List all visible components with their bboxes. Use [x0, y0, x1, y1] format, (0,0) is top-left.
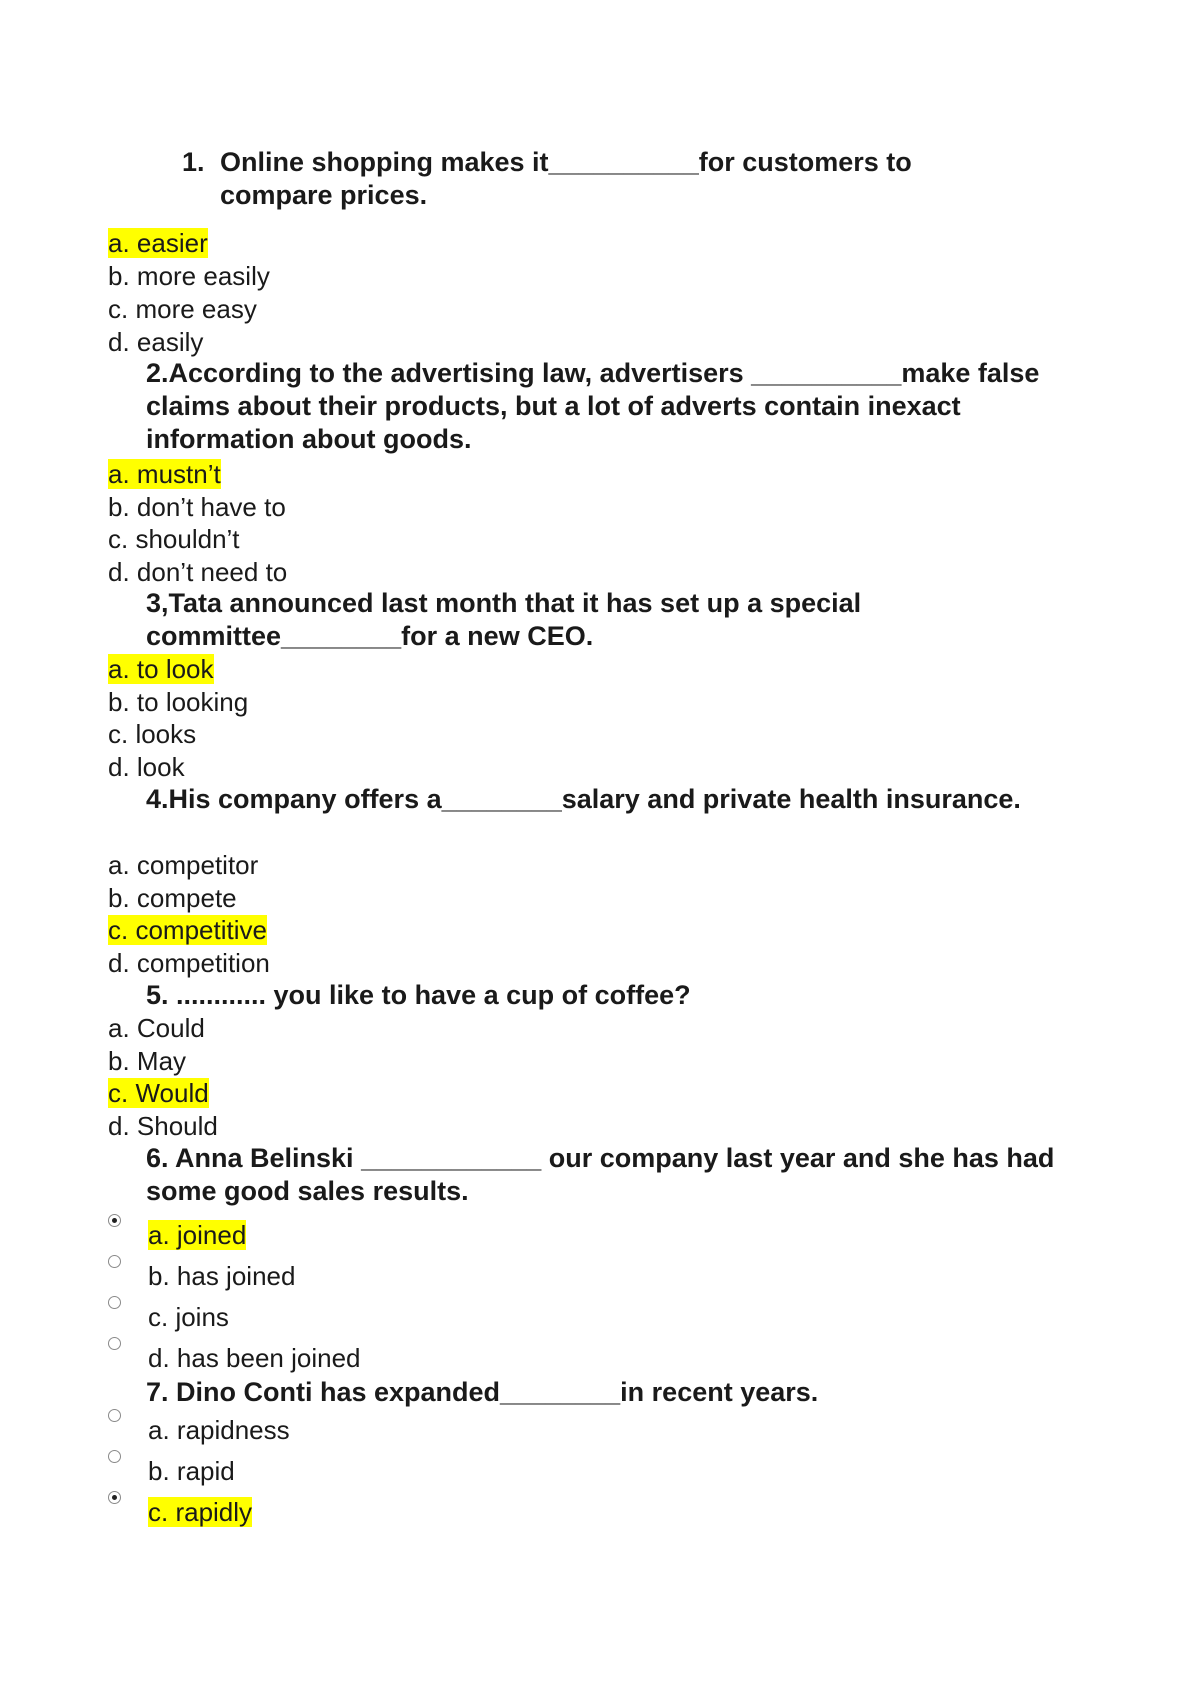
- option-1c: [108, 294, 257, 324]
- question-5-text: 5. ............ you like to have a cup of coffee?: [146, 980, 691, 1010]
- option-label: c. looks: [108, 719, 197, 749]
- option-label: d. competition: [108, 948, 270, 978]
- question-3-text: 3,Tata announced last month that it has set up a special committee________for a new CEO.: [146, 588, 862, 651]
- option-label: a. to look: [108, 654, 214, 684]
- option-5a: [108, 1013, 205, 1043]
- option-label: c. joins: [148, 1302, 229, 1332]
- question-4-text: 4.His company offers a________salary and private health insurance.: [146, 784, 1021, 814]
- option-label: a. easier: [108, 228, 208, 258]
- option-5b: [108, 1046, 186, 1076]
- question-2-text: 2.According to the advertising law, advertisers __________make false claims about their products, but a lot of adverts contain inexact information about goods.: [146, 358, 1040, 454]
- option-4d: [108, 948, 270, 978]
- option-4c: [108, 915, 267, 945]
- option-label: d. Should: [108, 1111, 218, 1141]
- option-label: c. rapidly: [148, 1497, 253, 1527]
- option-1a: [108, 228, 208, 258]
- radio-icon[interactable]: [108, 1255, 121, 1268]
- option-label: a. rapidness: [148, 1415, 290, 1445]
- option-label: c. more easy: [108, 294, 257, 324]
- option-label: a. competitor: [108, 850, 259, 880]
- option-3a: [108, 654, 214, 684]
- option-label: d. don’t need to: [108, 557, 288, 587]
- option-label: b. May: [108, 1046, 187, 1076]
- option-label: a. mustn’t: [108, 459, 221, 489]
- option-2a: [108, 459, 221, 489]
- radio-icon[interactable]: [108, 1409, 121, 1422]
- option-3c: [108, 719, 196, 749]
- radio-icon[interactable]: [108, 1296, 121, 1309]
- radio-selected-icon[interactable]: [108, 1491, 121, 1504]
- option-2d: [108, 557, 287, 587]
- option-label: d. has been joined: [148, 1343, 361, 1373]
- option-1b: [108, 261, 270, 291]
- radio-selected-icon[interactable]: [108, 1214, 121, 1227]
- option-5d: [108, 1111, 218, 1141]
- question-7-text: 7. Dino Conti has expanded________in recent years.: [146, 1377, 819, 1407]
- option-3d: [108, 752, 185, 782]
- option-label: c. Would: [108, 1078, 209, 1108]
- option-2b: [108, 492, 286, 522]
- option-4a: [108, 850, 258, 880]
- option-label: b. has joined: [148, 1261, 296, 1291]
- option-label: b. to looking: [108, 687, 249, 717]
- option-label: b. compete: [108, 883, 237, 913]
- option-label: c. competitive: [108, 915, 267, 945]
- question-1-text: Online shopping makes it__________for customers to compare prices.: [220, 147, 912, 210]
- question-6-text: 6. Anna Belinski ____________ our company last year and she has had some good sales results.: [146, 1143, 1055, 1206]
- option-label: b. rapid: [148, 1456, 235, 1486]
- option-label: b. don’t have to: [108, 492, 286, 522]
- radio-icon[interactable]: [108, 1337, 121, 1350]
- option-3b: [108, 687, 248, 717]
- question-1-number: 1.: [182, 147, 205, 177]
- option-2c: [108, 524, 240, 554]
- option-label: d. easily: [108, 327, 204, 357]
- question-1: [182, 146, 962, 212]
- option-label: d. look: [108, 752, 185, 782]
- option-label: b. more easily: [108, 261, 270, 291]
- option-4b: [108, 883, 237, 913]
- option-label: a. joined: [148, 1220, 247, 1250]
- option-label: a. Could: [108, 1013, 205, 1043]
- option-5c: [108, 1078, 209, 1108]
- option-label: c. shouldn’t: [108, 524, 240, 554]
- radio-icon[interactable]: [108, 1450, 121, 1463]
- option-1d: [108, 327, 203, 357]
